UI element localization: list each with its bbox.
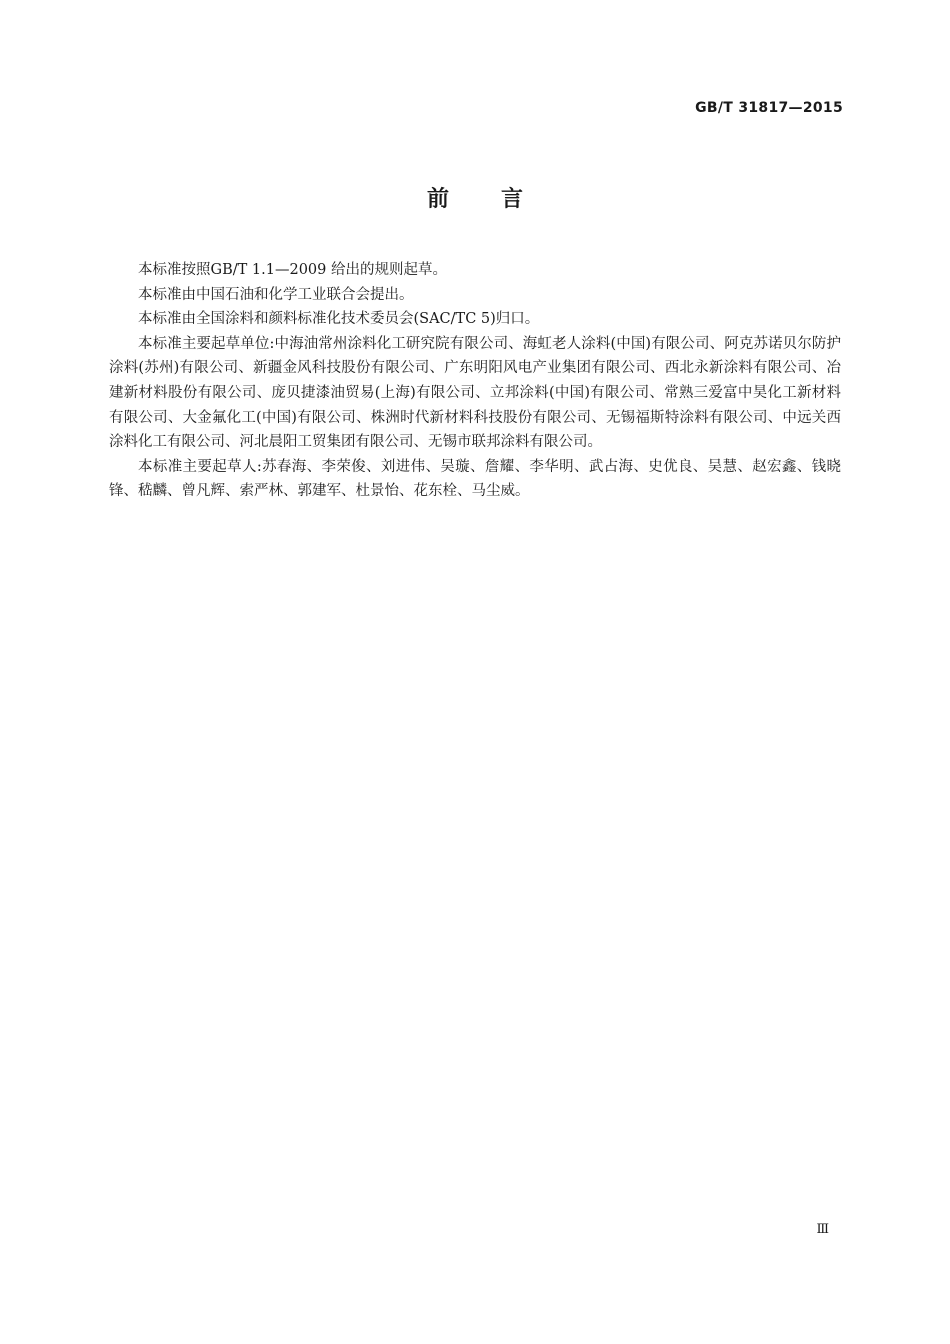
standard-code: GB/T 31817—2015 (695, 100, 843, 116)
paragraph-drafters: 本标准主要起草人:苏春海、李荣俊、刘进伟、吴璇、詹耀、李华明、武占海、史优良、吴慧、赵宏鑫、钱晓锋、嵇麟、曾凡辉、索严林、郭建军、杜景怡、花东栓、马尘威。 (109, 458, 841, 500)
paragraph-proposed-by: 本标准由中国石油和化学工业联合会提出。 (138, 286, 414, 303)
page-number: Ⅲ (816, 1222, 829, 1237)
foreword-body (109, 258, 841, 504)
paragraph-drafting-rules: 本标准按照GB/T 1.1—2009 给出的规则起草。 (138, 262, 447, 278)
paragraph-drafting-units: 本标准主要起草单位:中海油常州涂料化工研究院有限公司、海虹老人涂料(中国)有限公司、阿克苏诺贝尔防护涂料(苏州)有限公司、新疆金风科技股份有限公司、广东明阳风电产业集团有限公司、西北永新涂料有限公司、冶建新材料股份有限公司、庞贝捷漆油贸易(上海)有限公司、立邦涂料(中国)有限公司、常熟三爱富中昊化工新材料有限公司、大金氟化工(中国)有限公司、株洲时代新材料科技股份有限公司、无锡福斯特涂料有限公司、中远关西涂料化工有限公司、河北晨阳工贸集团有限公司、无锡市联邦涂料有限公司。 (109, 335, 841, 451)
page-title: 前言 (426, 187, 575, 212)
paragraph-under-jurisdiction: 本标准由全国涂料和颜料标准化技术委员会(SAC/TC 5)归口。 (138, 311, 540, 328)
